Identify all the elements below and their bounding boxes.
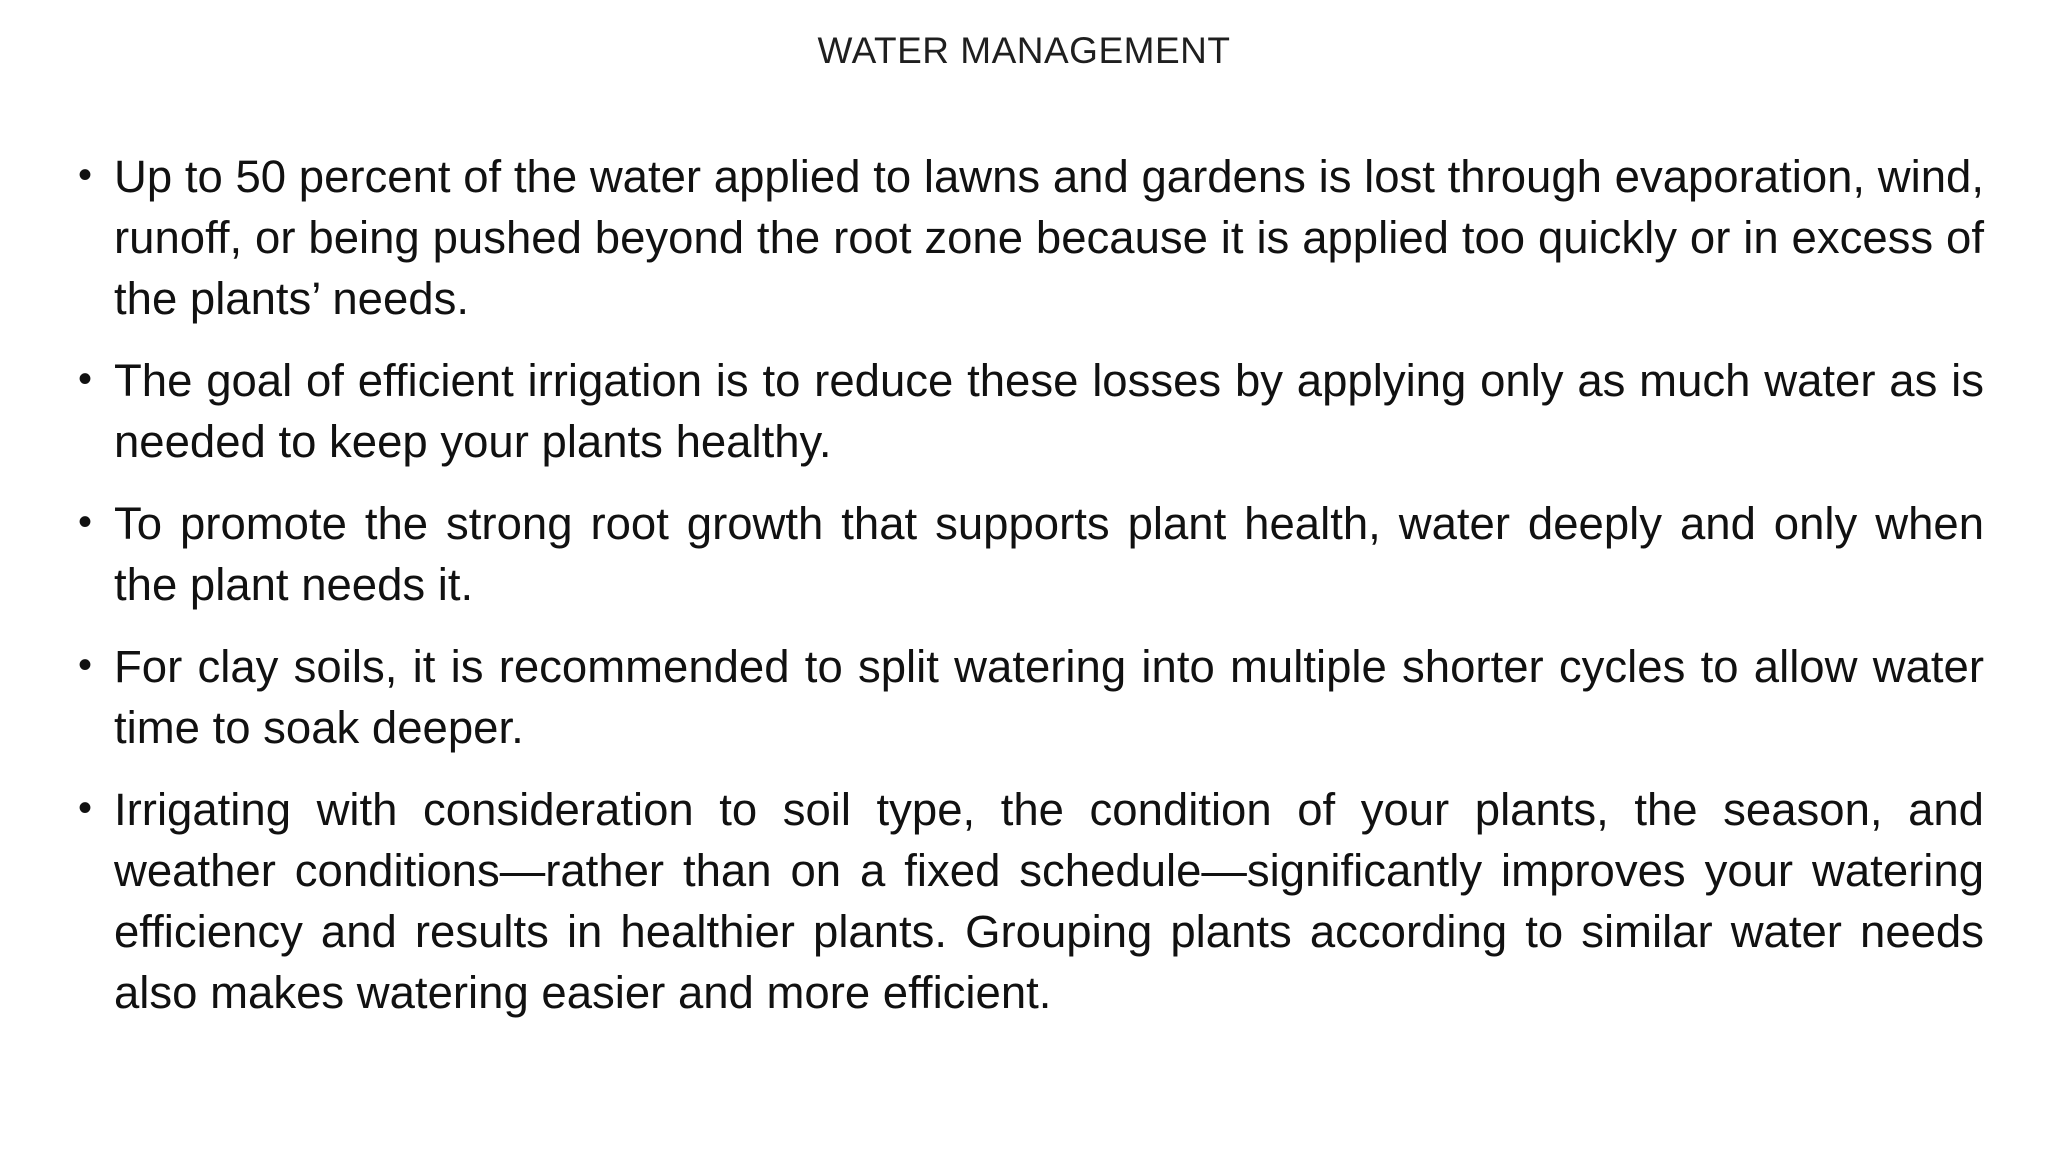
- bullet-icon: •: [78, 357, 93, 401]
- bullet-icon: •: [78, 500, 93, 544]
- bullet-icon: •: [78, 786, 93, 830]
- bullet-text: Up to 50 percent of the water applied to lawns and gardens is lost through evaporation, wind, runoff, or being pushed beyond the root zone because it is applied too quickly or in excess of the plants’ needs.: [114, 151, 1984, 324]
- slide-title: WATER MANAGEMENT: [817, 30, 1231, 71]
- bullet-item-3: [78, 493, 1984, 615]
- bullet-text: The goal of efficient irrigation is to reduce these losses by applying only as much water as is needed to keep your plants healthy.: [114, 355, 1984, 467]
- bullet-item-1: [78, 146, 1984, 329]
- bullet-list: [78, 146, 1984, 1044]
- bullet-icon: •: [78, 153, 93, 197]
- bullet-item-4: [78, 636, 1984, 758]
- bullet-item-5: [78, 779, 1984, 1023]
- bullet-text: For clay soils, it is recommended to split watering into multiple shorter cycles to allow water time to soak deeper.: [114, 641, 1984, 753]
- bullet-icon: •: [78, 643, 93, 687]
- bullet-item-2: [78, 350, 1984, 472]
- bullet-text: To promote the strong root growth that supports plant health, water deeply and only when the plant needs it.: [114, 498, 1984, 610]
- bullet-text: Irrigating with consideration to soil type, the condition of your plants, the season, and weather conditions—rather than on a fixed schedule—significantly improves your watering efficiency and results in healthier plants. Grouping plants according to similar water needs also makes watering easier and more efficient.: [114, 784, 1984, 1018]
